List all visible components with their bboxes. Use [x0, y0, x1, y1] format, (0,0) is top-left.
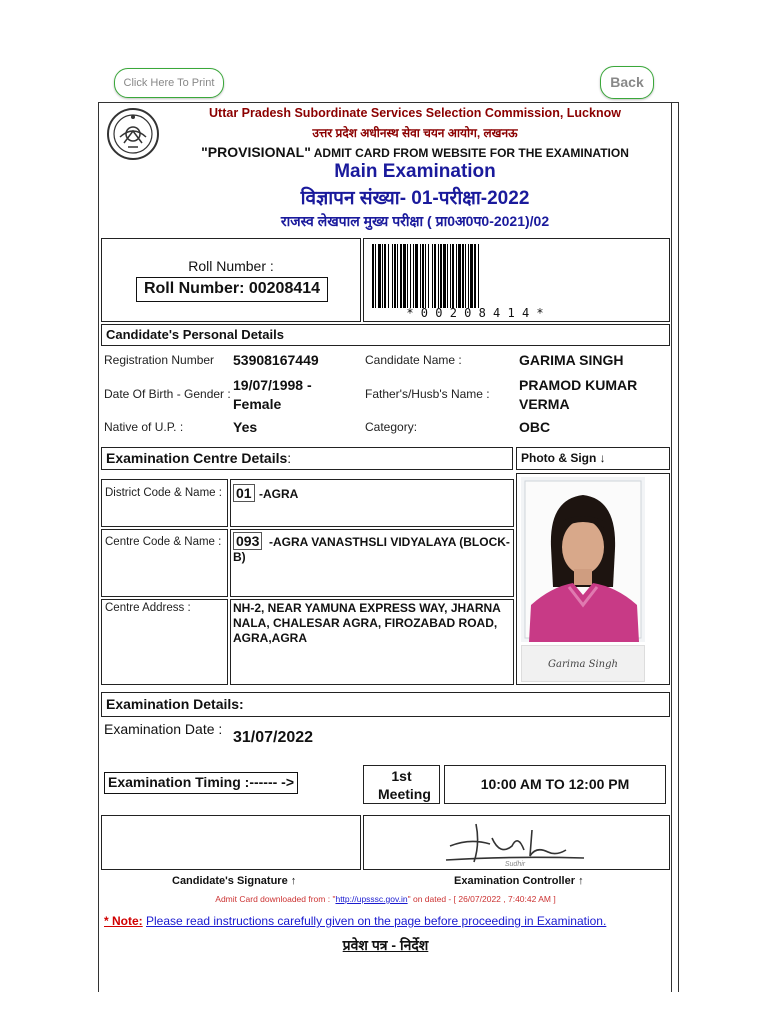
father-name-label: Father's/Husb's Name : [365, 387, 490, 401]
category-label: Category: [365, 420, 418, 434]
district-code: 01 [233, 484, 255, 502]
download-suffix: " on dated - [ 26/07/2022 , 7:40:42 AM ] [407, 894, 556, 904]
exam-details-header: Examination Details: [101, 692, 670, 717]
centre-code: 093 [233, 532, 262, 550]
print-button[interactable]: Click Here To Print [114, 68, 224, 98]
centre-name: -AGRA VANASTHSLI VIDYALAYA (BLOCK-B) [233, 535, 510, 564]
dob-gender-value: 19/07/1998 - Female [233, 377, 312, 412]
download-info [101, 894, 670, 904]
provisional-rest: ADMIT CARD FROM WEBSITE FOR THE EXAMINATION [310, 146, 629, 160]
candidate-name-value: GARIMA SINGH [519, 352, 624, 368]
upsssc-emblem-icon [106, 107, 160, 161]
exam-date-label: Examination Date : [104, 721, 223, 737]
instructions-title: प्रवेश पत्र - निर्देश [342, 937, 429, 953]
centre-details-title: Examination Centre Details [106, 450, 288, 466]
registration-value: 53908167449 [233, 352, 319, 368]
barcode-icon [372, 244, 578, 308]
exam-time-cell: 10:00 AM TO 12:00 PM [444, 765, 666, 804]
photo-sign-header: Photo & Sign ↓ [516, 447, 670, 470]
native-value: Yes [233, 419, 258, 435]
exam-title: Main Examination [334, 161, 496, 182]
centre-details-header [101, 447, 513, 470]
dob-gender-label: Date Of Birth - Gender : [104, 387, 231, 401]
candidate-signature-image [521, 645, 645, 682]
download-link[interactable]: http://upsssc.gov.in [335, 894, 408, 904]
personal-details-header: Candidate's Personal Details [101, 324, 670, 346]
back-button[interactable]: Back [600, 66, 654, 99]
address-label: Centre Address : [105, 602, 191, 614]
card-right-rule [671, 102, 672, 992]
controller-signature-text: Sudhir [504, 861, 526, 868]
note-link[interactable]: Please read instructions carefully given on the page before proceeding in Examination. [146, 914, 607, 928]
exam-name-hindi: राजस्व लेखपाल मुख्य परीक्षा ( प्रा0अ0प0-2021)/02 [280, 213, 550, 229]
native-label: Native of U.P. : [104, 420, 184, 434]
candidate-name-label: Candidate Name : [365, 353, 462, 367]
controller-signature-image [440, 816, 590, 868]
roll-number-caption: Roll Number : [188, 258, 274, 274]
meeting-cell: 1st Meeting [363, 765, 440, 804]
district-name: -AGRA [259, 487, 299, 501]
registration-label: Registration Number [104, 353, 215, 367]
centre-details-colon: : [287, 450, 292, 466]
father-name-value: PRAMOD KUMAR VERMA [519, 377, 638, 412]
barcode-text: * 0 0 2 0 8 4 1 4 * [406, 306, 544, 320]
exam-date-value: 31/07/2022 [233, 729, 314, 746]
provisional-prefix: "PROVISIONAL" [201, 144, 311, 160]
category-value: OBC [519, 419, 551, 435]
centre-label: Centre Code & Name : [105, 536, 222, 548]
candidate-signature-box [101, 815, 361, 870]
roll-number-value: Roll Number: 00208414 [136, 277, 328, 302]
district-label: District Code & Name : [105, 487, 222, 499]
note-line [104, 914, 670, 928]
address-value: NH-2, NEAR YAMUNA EXPRESS WAY, JHARNA NALA, CHALESAR AGRA, FIROZABAD ROAD, AGRA,AGRA [233, 601, 501, 645]
candidate-signature-label: Candidate's Signature ↑ [172, 875, 297, 887]
exam-timing-label: Examination Timing :------ -> [104, 772, 298, 794]
candidate-photo [521, 477, 645, 642]
provisional-line [160, 144, 670, 160]
download-prefix: Admit Card downloaded from : " [215, 894, 336, 904]
barcode-bar [479, 244, 480, 308]
candidate-signature-text: Garima Singh [548, 659, 618, 670]
org-name-en: Uttar Pradesh Subordinate Services Selection Commission, Lucknow [209, 106, 621, 120]
note-label: * Note: [104, 914, 143, 928]
org-name-hi: उत्तर प्रदेश अधीनस्थ सेवा चयन आयोग, लखनऊ [312, 126, 518, 140]
controller-signature-label: Examination Controller ↑ [454, 875, 584, 887]
advertisement-number: विज्ञापन संख्या- 01-परीक्षा-2022 [300, 188, 530, 209]
